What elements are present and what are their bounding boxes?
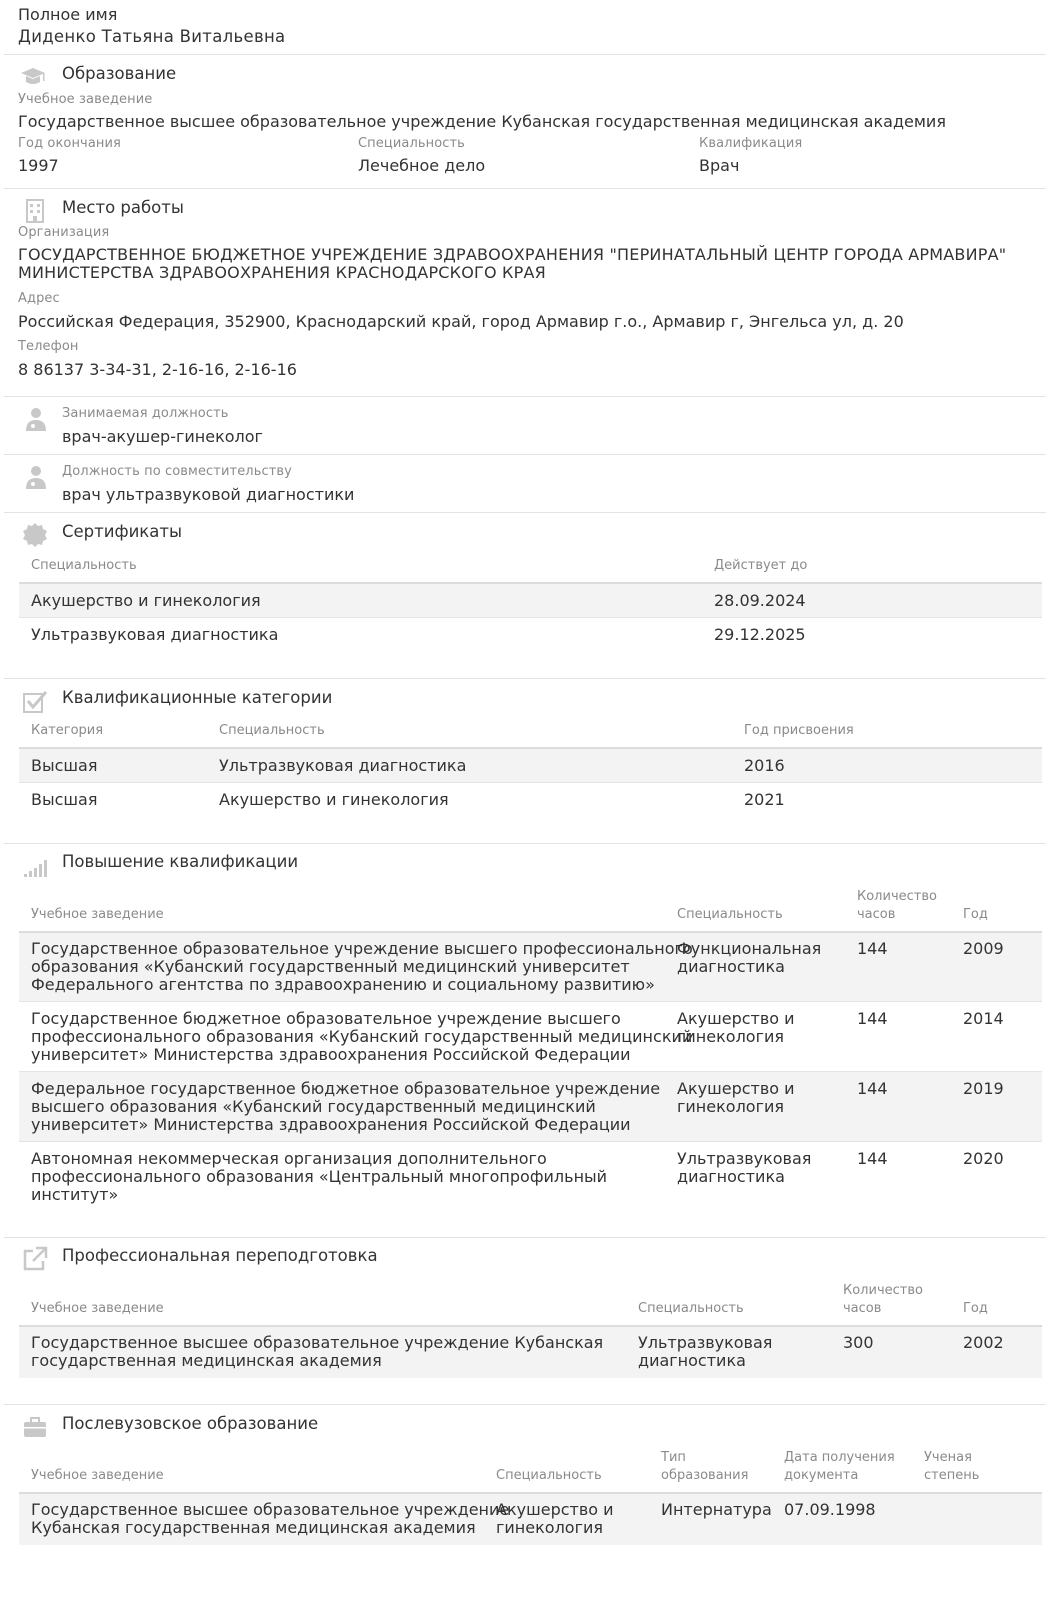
external-link-icon [22,1246,48,1272]
cell-year: 2016 [744,756,785,775]
cell-institution: профессионального образования «Центральный многопрофильный [31,1167,608,1186]
building-icon [22,198,48,224]
column-header-type-line1: Тип [661,1450,686,1465]
cell-institution: университет» Министерства здравоохранения Российской Федерации [31,1115,631,1134]
categories-section-title: Квалификационные категории [62,688,333,707]
cell-specialty: Акушерство и [677,1079,795,1098]
separator [4,396,1046,397]
separator [4,188,1046,189]
cell-specialty: Акушерство и гинекология [31,591,261,610]
separator [4,454,1046,455]
cell-year: 2020 [963,1149,1004,1168]
table-row [19,933,1042,1001]
column-header-hours-line1: Количество [857,889,937,904]
categories-table [19,715,1042,825]
cell-specialty: диагностика [677,1167,785,1186]
cell-specialty: диагностика [638,1351,746,1370]
cell-hours: 144 [857,1009,888,1028]
table-row [19,1142,1042,1212]
postgraduate-section-title: Послевузовское образование [62,1414,319,1433]
cell-specialty: Акушерство и гинекология [219,790,449,809]
cell-institution: институт» [31,1185,119,1204]
column-header-type-line2: образования [661,1468,749,1483]
cell-institution: Государственное образовательное учреждение высшего профессионального [31,939,693,958]
cell-specialty: гинекология [677,1027,785,1046]
cell-specialty: гинекология [677,1097,785,1116]
education-section-title: Образование [62,64,177,83]
cell-year: 2019 [963,1079,1004,1098]
advanced-training-table [19,880,1042,1215]
column-header-institution: Учебное заведение [31,907,164,922]
secondary-position-label: Должность по совместительству [62,464,292,479]
position-value: врач-акушер-гинеколог [62,427,263,446]
grad-year-label: Год окончания [18,136,121,151]
cell-institution: университет» Министерства здравоохранения Российской Федерации [31,1045,631,1064]
cell-hours: 300 [843,1333,874,1352]
cell-specialty: гинекология [496,1518,604,1537]
institution-value: Государственное высшее образовательное учреждение Кубанская государственная медицинская академия [18,112,946,131]
column-header-specialty: Специальность [219,723,325,738]
column-header-hours-line1: Количество [843,1283,923,1298]
edu-specialty-value: Лечебное дело [358,156,486,175]
secondary-position-value: врач ультразвуковой диагностики [62,485,355,504]
separator [4,1404,1046,1405]
grad-year-value: 1997 [18,156,59,175]
edu-specialty-label: Специальность [358,136,465,151]
position-label: Занимаемая должность [62,406,229,421]
table-row [19,749,1042,782]
cell-specialty: Функциональная [677,939,822,958]
postgraduate-table [19,1442,1042,1547]
column-header-degree-line1: Ученая [924,1450,972,1465]
qualification-value: Врач [699,156,740,175]
cell-year: 2014 [963,1009,1004,1028]
column-header-year: Год [963,1301,988,1316]
column-header-specialty: Специальность [31,558,137,573]
table-row [19,618,1042,651]
table-row [19,1327,1042,1378]
certificate-seal-icon [22,522,48,548]
certificates-table [19,550,1042,660]
cell-specialty: Акушерство и [496,1500,614,1519]
table-row [19,584,1042,617]
phone-value: 8 86137 3-34-31, 2-16-16, 2-16-16 [18,360,297,379]
workplace-section-title: Место работы [62,198,184,217]
cell-date: 07.09.1998 [784,1500,876,1519]
cell-institution: государственная медицинская академия [31,1351,382,1370]
cell-institution: профессионального образования «Кубанский государственный медицинский [31,1027,693,1046]
cell-institution: высшего образования «Кубанский государственный медицинский [31,1097,596,1116]
column-header-category: Категория [31,723,104,738]
cell-institution: Кубанская государственная медицинская академия [31,1518,476,1537]
cell-institution: Федерального агентства по здравоохранению и социальному развитию» [31,975,655,994]
cell-year: 2002 [963,1333,1004,1352]
column-header-institution: Учебное заведение [31,1301,164,1316]
column-header-institution: Учебное заведение [31,1468,164,1483]
full-name-value: Диденко Татьяна Витальевна [18,27,286,46]
cell-specialty: диагностика [677,957,785,976]
cell-specialty: Ультразвуковая [677,1149,812,1168]
column-header-date-line1: Дата получения [784,1450,895,1465]
cell-type: Интернатура [661,1500,772,1519]
org-value-line1: ГОСУДАРСТВЕННОЕ БЮДЖЕТНОЕ УЧРЕЖДЕНИЕ ЗДРАВООХРАНЕНИЯ "ПЕРИНАТАЛЬНЫЙ ЦЕНТР ГОРОДА АРМАВИРА" [18,245,1007,264]
org-label: Организация [18,225,110,240]
separator [4,678,1046,679]
cell-institution: образования «Кубанский государственный медицинский университет [31,957,630,976]
column-header-date-line2: документа [784,1468,859,1483]
doctor-icon [23,406,49,432]
cell-hours: 144 [857,939,888,958]
column-header-valid-until: Действует до [714,558,808,573]
cell-hours: 144 [857,1079,888,1098]
table-row [19,783,1042,816]
table-row [19,1002,1042,1071]
cell-institution: Государственное бюджетное образовательное учреждение высшего [31,1009,621,1028]
column-header-hours-line2: часов [843,1301,882,1316]
separator [4,54,1046,55]
table-row [19,1494,1042,1545]
cell-valid-until: 28.09.2024 [714,591,806,610]
cell-category: Высшая [31,756,98,775]
cell-specialty: Ультразвуковая [638,1333,773,1352]
certificates-section-title: Сертификаты [62,522,183,541]
retraining-section-title: Профессиональная переподготовка [62,1246,378,1265]
table-row [19,1072,1042,1141]
doctor-icon [23,464,49,490]
cell-institution: Государственное высшее образовательное учреждение [31,1500,510,1519]
cell-specialty: Акушерство и [677,1009,795,1028]
address-label: Адрес [18,291,60,306]
signal-bars-icon [22,853,48,879]
graduation-cap-icon [20,64,46,90]
column-header-degree-line2: степень [924,1468,980,1483]
org-value-line2: МИНИСТЕРСТВА ЗДРАВООХРАНЕНИЯ КРАСНОДАРСКОГО КРАЯ [18,263,546,282]
address-value: Российская Федерация, 352900, Краснодарский край, город Армавир г.о., Армавир г, Энгельса ул, д. 20 [18,312,904,331]
cell-institution: Автономная некоммерческая организация дополнительного [31,1149,547,1168]
cell-year: 2021 [744,790,785,809]
briefcase-icon [22,1414,48,1440]
cell-year: 2009 [963,939,1004,958]
column-header-year: Год присвоения [744,723,854,738]
separator [4,512,1046,513]
cell-institution: Государственное высшее образовательное учреждение Кубанская [31,1333,604,1352]
column-header-specialty: Специальность [638,1301,744,1316]
institution-label: Учебное заведение [18,92,153,107]
column-header-hours-line2: часов [857,907,896,922]
cell-valid-until: 29.12.2025 [714,625,806,644]
column-header-specialty: Специальность [496,1468,602,1483]
separator [4,1237,1046,1238]
full-name-label: Полное имя [18,5,118,24]
column-header-year: Год [963,907,988,922]
checkbox-icon [22,688,48,714]
qualification-label: Квалификация [699,136,803,151]
phone-label: Телефон [18,339,79,354]
column-header-specialty: Специальность [677,907,783,922]
cell-specialty: Ультразвуковая диагностика [219,756,467,775]
cell-institution: Федеральное государственное бюджетное образовательное учреждение [31,1079,661,1098]
separator [4,843,1046,844]
advanced-training-section-title: Повышение квалификации [62,852,299,871]
cell-hours: 144 [857,1149,888,1168]
cell-category: Высшая [31,790,98,809]
cell-specialty: Ультразвуковая диагностика [31,625,279,644]
retraining-table [19,1274,1042,1379]
